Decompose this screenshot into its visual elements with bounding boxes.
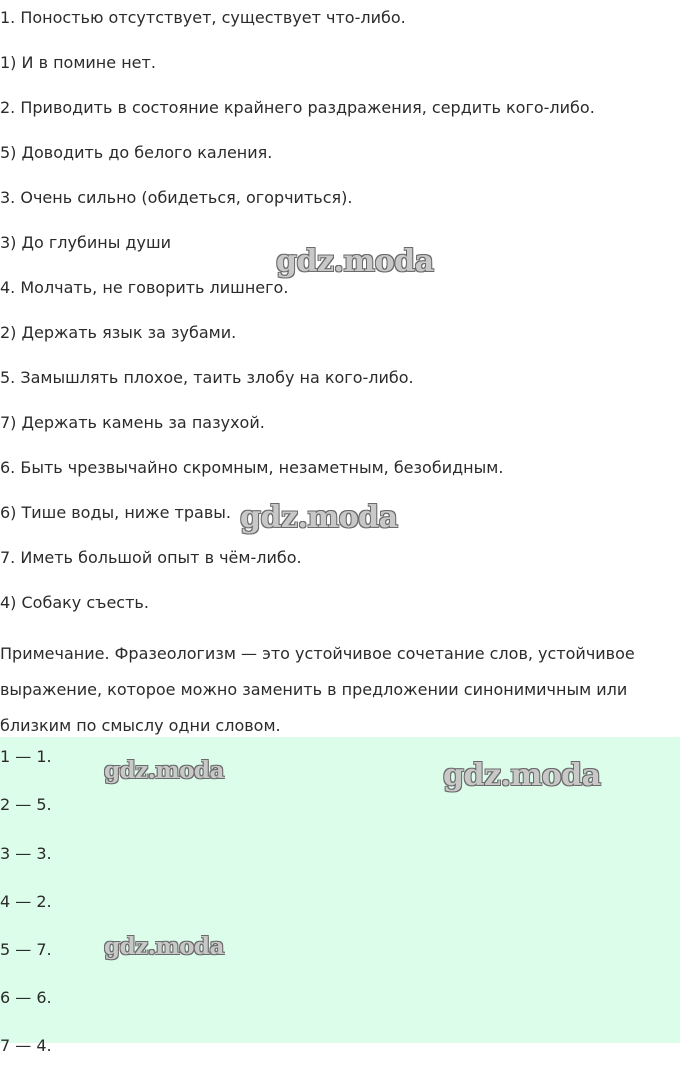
task-line-1: 1. Поностью отсутствует, существует что-либо.	[0, 8, 406, 27]
answer-pair-3: 3 — 3.	[0, 844, 52, 863]
watermark-logo: gdz.moda	[104, 757, 224, 784]
answer-line-1: 1) И в помине нет.	[0, 53, 156, 72]
answer-line-6: 6) Тише воды, ниже травы.	[0, 503, 231, 522]
task-line-2: 2. Приводить в состояние крайнего раздражения, сердить кого-либо.	[0, 98, 595, 117]
answer-pair-7: 7 — 4.	[0, 1036, 52, 1055]
answer-line-2: 5) Доводить до белого каления.	[0, 143, 273, 162]
answer-line-7: 4) Собаку съесть.	[0, 593, 149, 612]
answer-line-3: 3) До глубины души	[0, 233, 171, 252]
watermark-logo: gdz.moda	[104, 933, 224, 960]
answer-line-4: 2) Держать язык за зубами.	[0, 323, 237, 342]
task-line-5: 5. Замышлять плохое, таить злобу на кого-либо.	[0, 368, 414, 387]
note-paragraph: Примечание. Фразеологизм — это устойчивое сочетание слов, устойчивое выражение, которое можно заменить в предложении синонимичным или близким по смыслу одни словом.	[0, 644, 635, 735]
answer-pair-4: 4 — 2.	[0, 892, 52, 911]
answer-pair-1: 1 — 1.	[0, 747, 52, 766]
task-line-6: 6. Быть чрезвычайно скромным, незаметным, безобидным.	[0, 458, 504, 477]
task-line-7: 7. Иметь большой опыт в чём-либо.	[0, 548, 302, 567]
answer-pair-2: 2 — 5.	[0, 795, 52, 814]
answer-pair-5: 5 — 7.	[0, 940, 52, 959]
watermark-logo: gdz.moda	[240, 500, 398, 535]
task-line-4: 4. Молчать, не говорить лишнего.	[0, 278, 289, 297]
watermark-logo: gdz.moda	[443, 758, 601, 793]
answer-pair-6: 6 — 6.	[0, 988, 52, 1007]
task-line-3: 3. Очень сильно (обидеться, огорчиться).	[0, 188, 353, 207]
answer-line-5: 7) Держать камень за пазухой.	[0, 413, 265, 432]
watermark-logo: gdz.moda	[276, 244, 434, 279]
